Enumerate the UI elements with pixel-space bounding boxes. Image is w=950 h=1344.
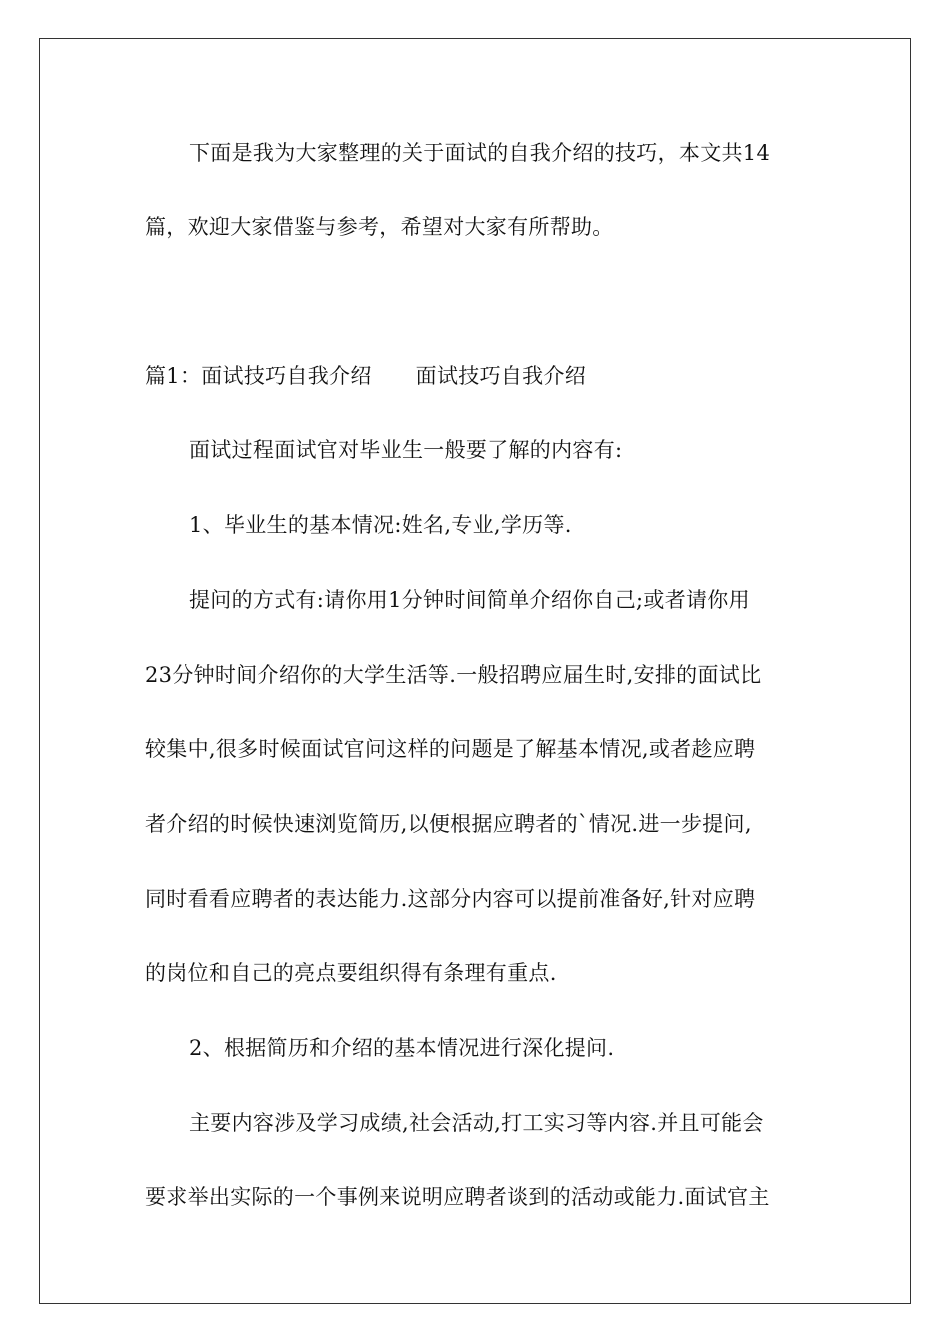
section-heading-part-2: 面试技巧自我介绍 [415,364,587,388]
paragraph-line: 的岗位和自己的亮点要组织得有条理有重点. [145,961,557,985]
paragraph-line: 面试过程面试官对毕业生一般要了解的内容有: [189,438,623,462]
paragraph-line: 1、毕业生的基本情况:姓名,专业,学历等. [189,513,572,537]
paragraph-line: 23分钟时间介绍你的大学生活等.一般招聘应届生时,安排的面试比 [145,663,762,687]
paragraph-line: 较集中,很多时候面试官问这样的问题是了解基本情况,或者趁应聘 [145,737,756,761]
paragraph-line: 2、根据简历和介绍的基本情况进行深化提问. [189,1036,615,1060]
paragraph-line: 同时看看应聘者的表达能力.这部分内容可以提前准备好,针对应聘 [145,887,756,911]
paragraph-line: 者介绍的时候快速浏览简历,以便根据应聘者的`情况.进一步提问, [145,812,752,836]
section-heading [145,361,586,391]
paragraph-line: 要求举出实际的一个事例来说明应聘者谈到的活动或能力.面试官主 [145,1185,770,1209]
paragraph-line: 主要内容涉及学习成绩,社会活动,打工实习等内容.并且可能会 [189,1111,764,1135]
intro-line-2: 篇，欢迎大家借鉴与参考，希望对大家有所帮助。 [145,215,614,239]
intro-line-1: 下面是我为大家整理的关于面试的自我介绍的技巧，本文共14 [189,141,771,165]
section-heading-part-1: 篇1：面试技巧自我介绍 [145,364,372,388]
paragraph-line: 提问的方式有:请你用1分钟时间简单介绍你自己;或者请你用 [189,588,750,612]
